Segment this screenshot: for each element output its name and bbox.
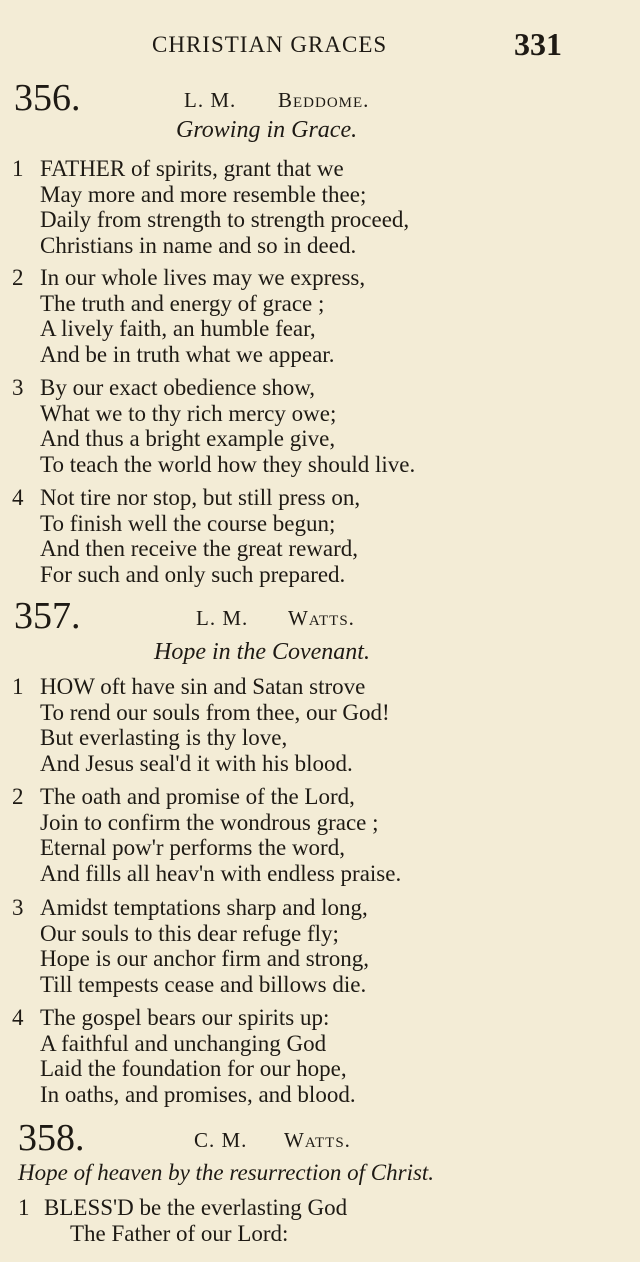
verse-line: To rend our souls from thee, our God!: [40, 699, 390, 725]
hymn-357-heading: [0, 596, 640, 636]
verse-line: May more and more resemble thee;: [40, 181, 367, 207]
verse-line: Eternal pow'r performs the word,: [40, 835, 345, 860]
verse-line: Our souls to this dear refuge fly;: [40, 920, 339, 946]
verse-line: Laid the foundation for our hope,: [40, 1056, 347, 1081]
verse-line: The oath and promise of the Lord,: [40, 784, 355, 809]
stanza-number: 1: [18, 1195, 30, 1220]
stanza-number: 4: [12, 1005, 24, 1030]
hymn-number: 356.: [14, 77, 81, 119]
hymn-meter: L. M.: [184, 88, 237, 112]
hymn-358-heading: [0, 1118, 640, 1158]
hymn-number: 357.: [14, 595, 81, 637]
verse-line: And be in truth what we appear.: [40, 341, 335, 367]
verse-line: And thus a bright example give,: [40, 426, 336, 451]
stanza-number: 3: [12, 895, 24, 920]
verse-line: A faithful and unchanging God: [40, 1030, 327, 1056]
hymn-358-subtitle: Hope of heaven by the resurrection of Christ.: [18, 1160, 435, 1185]
verse-line: In our whole lives may we express,: [40, 265, 366, 290]
page-number: 331: [514, 26, 562, 62]
verse-line: What we to thy rich mercy owe;: [40, 400, 337, 426]
verse-line: The gospel bears our spirits up:: [40, 1005, 330, 1030]
verse-line: FATHER of spirits, grant that we: [40, 156, 344, 181]
verse-line: A lively faith, an humble fear,: [40, 316, 316, 341]
verse-line: And then receive the great reward,: [40, 536, 359, 561]
running-title: CHRISTIAN GRACES: [152, 32, 388, 57]
verse-line: In oaths, and promises, and blood.: [40, 1081, 356, 1107]
verse-line: But everlasting is thy love,: [40, 725, 288, 750]
verse-line: For such and only such prepared.: [40, 561, 346, 587]
verse-line: To teach the world how they should live.: [40, 451, 416, 477]
verse-line: Hope is our anchor firm and strong,: [40, 946, 369, 971]
hymn-356-heading: [0, 78, 640, 118]
hymn-meter: C. M.: [194, 1128, 248, 1152]
verse-line: The truth and energy of grace ;: [40, 290, 325, 316]
verse-line: By our exact obedience show,: [40, 375, 316, 400]
hymn-357-subtitle: Hope in the Covenant.: [154, 639, 370, 665]
stanza-number: 1: [12, 156, 24, 181]
hymn-author: Watts.: [284, 1128, 351, 1152]
verse-line: Not tire nor stop, but still press on,: [40, 485, 361, 510]
hymn-number: 358.: [18, 1117, 85, 1159]
hymn-author: Beddome.: [278, 88, 370, 112]
stanza-number: 4: [12, 485, 24, 510]
verse-line: The Father of our Lord:: [70, 1220, 289, 1246]
verse-line: Join to confirm the wondrous grace ;: [40, 809, 379, 835]
stanza-number: 2: [12, 265, 24, 290]
stanza-number: 3: [12, 375, 24, 400]
verse-line: Daily from strength to strength proceed,: [40, 207, 410, 232]
verse-line: Christians in name and so in deed.: [40, 232, 357, 258]
hymn-meter: L. M.: [196, 606, 249, 630]
hymn-356-subtitle: Growing in Grace.: [176, 117, 358, 143]
verse-line: BLESS'D be the everlasting God: [44, 1195, 348, 1220]
hymn-author: Watts.: [288, 606, 355, 630]
verse-line: Amidst temptations sharp and long,: [40, 895, 368, 920]
verse-line: To finish well the course begun;: [40, 510, 336, 536]
verse-line: HOW oft have sin and Satan strove: [40, 674, 366, 699]
verse-line: And Jesus seal'd it with his blood.: [40, 750, 353, 776]
stanza-number: 2: [12, 784, 24, 809]
verse-line: And fills all heav'n with endless praise.: [40, 860, 402, 886]
page-header: [0, 26, 640, 66]
verse-line: Till tempests cease and billows die.: [40, 971, 367, 997]
stanza-number: 1: [12, 674, 24, 699]
